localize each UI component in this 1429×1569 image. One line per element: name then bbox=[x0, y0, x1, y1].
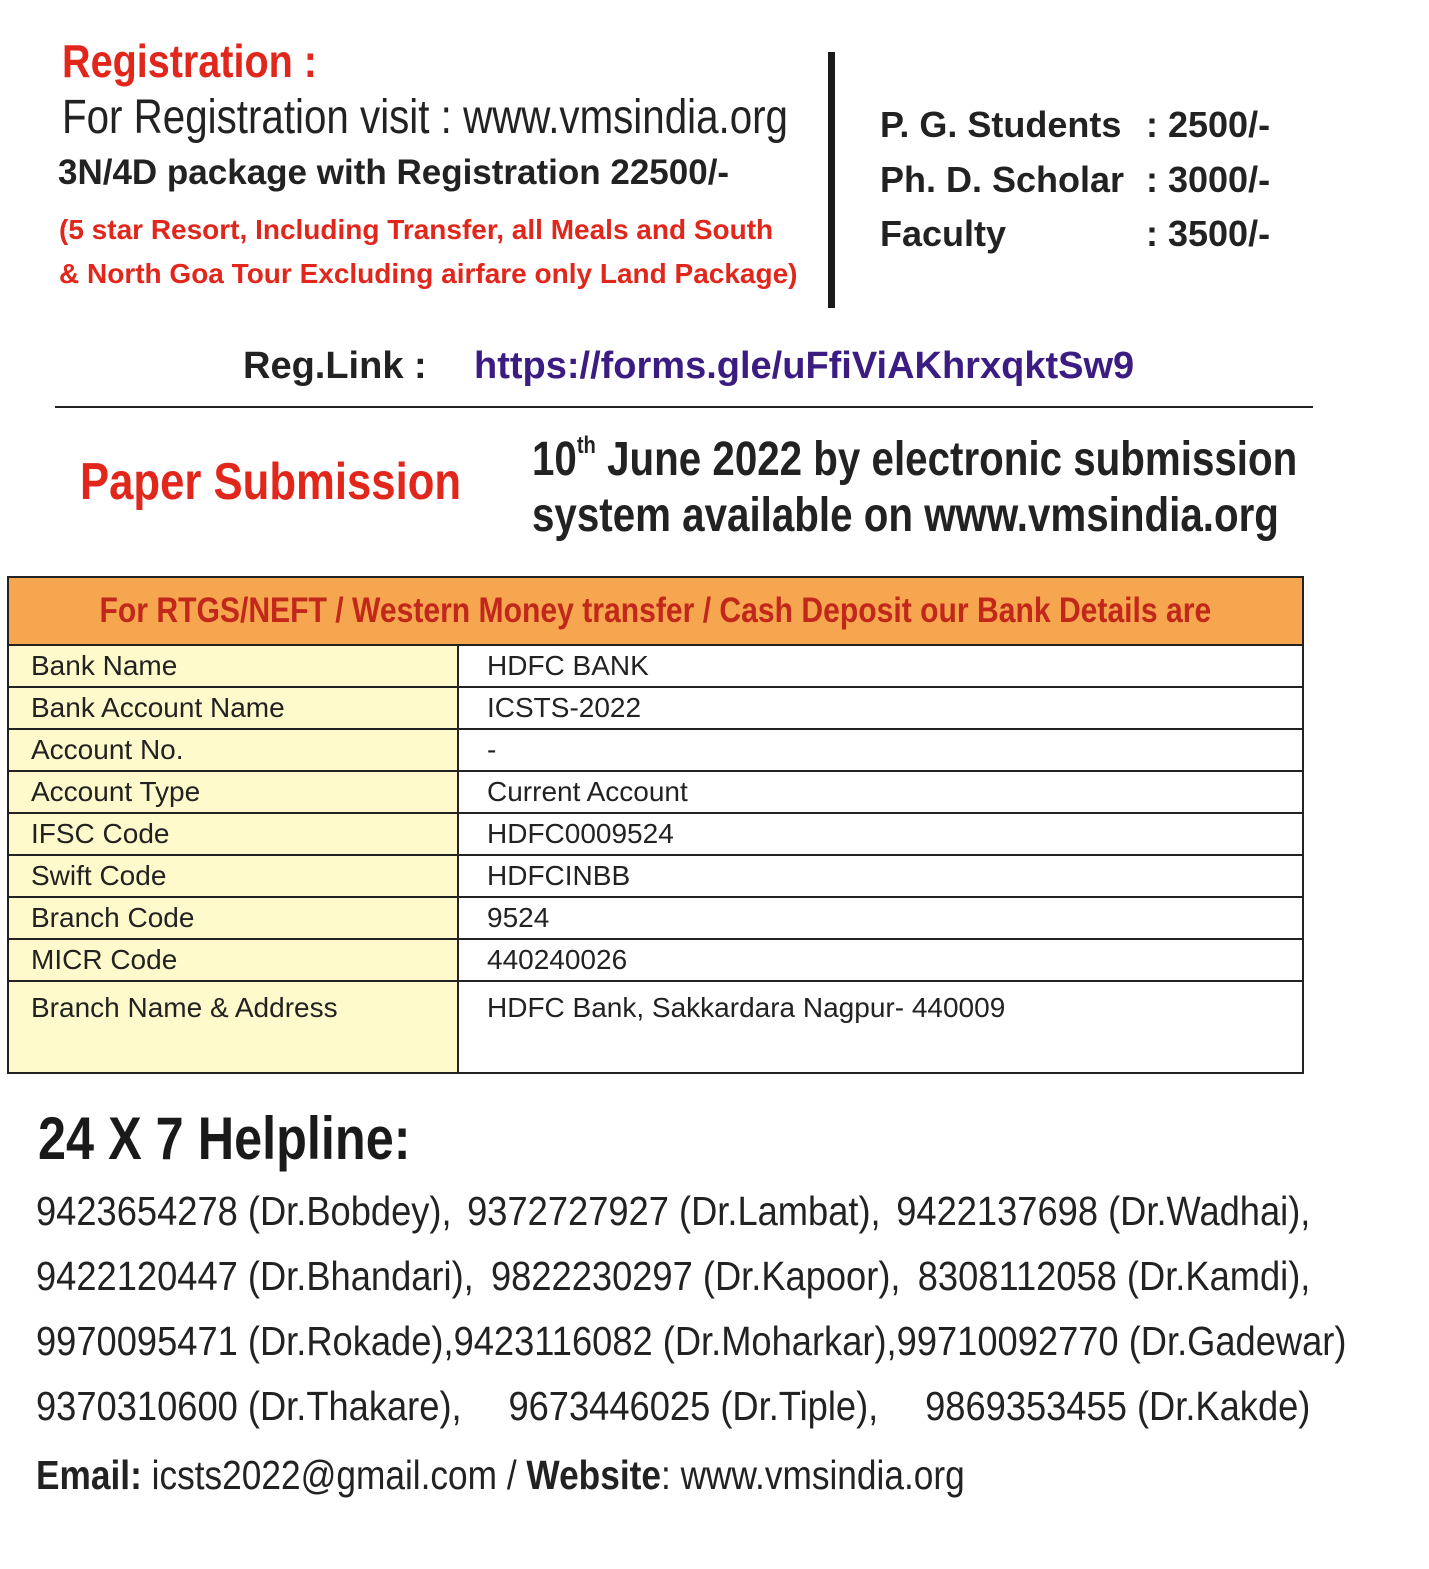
helpline-entry: 99710092770 (Dr.Gadewar) bbox=[896, 1318, 1347, 1364]
bank-key: IFSC Code bbox=[8, 813, 458, 855]
helpline-line bbox=[36, 1253, 1310, 1300]
bank-key: Bank Account Name bbox=[8, 687, 458, 729]
paper-submission-line-2: system available on www.vmsindia.org bbox=[532, 489, 1279, 542]
registration-title: Registration : bbox=[62, 35, 317, 87]
table-row bbox=[8, 813, 1303, 855]
contact-line bbox=[36, 1452, 965, 1499]
table-row bbox=[8, 855, 1303, 897]
bank-details-table bbox=[7, 576, 1304, 1074]
date-rest: June 2022 by electronic submission bbox=[595, 433, 1298, 486]
bank-value: HDFCINBB bbox=[458, 855, 1303, 897]
bank-value: - bbox=[458, 729, 1303, 771]
reg-link[interactable]: https://forms.gle/uFfiViAKhrxqktSw9 bbox=[474, 345, 1135, 387]
reg-link-label: Reg.Link : bbox=[243, 345, 427, 387]
website-label: Website bbox=[526, 1452, 661, 1498]
table-row bbox=[8, 981, 1303, 1073]
helpline-entry: 9370310600 (Dr.Thakare), bbox=[36, 1383, 462, 1429]
helpline-line bbox=[36, 1383, 1310, 1430]
package-note: (5 star Resort, Including Transfer, all Meals and South & North Goa Tour Excluding airfare only Land Package) bbox=[59, 214, 798, 289]
fee-value: : 3000/- bbox=[1146, 159, 1271, 200]
helpline-entry: 9822230297 (Dr.Kapoor), bbox=[490, 1253, 901, 1299]
helpline-entry: 9423116082 (Dr.Moharkar), bbox=[453, 1318, 897, 1364]
helpline-entry: 9422120447 (Dr.Bhandari), bbox=[36, 1253, 474, 1299]
bank-table-header bbox=[8, 577, 1303, 645]
fee-value: : 2500/- bbox=[1146, 104, 1271, 145]
fee-row-pg bbox=[880, 104, 1270, 146]
email-text[interactable]: icsts2022@gmail.com / bbox=[141, 1452, 527, 1498]
date-day: 10 bbox=[532, 433, 577, 486]
bank-value: ICSTS-2022 bbox=[458, 687, 1303, 729]
bank-value: Current Account bbox=[458, 771, 1303, 813]
table-row bbox=[8, 771, 1303, 813]
table-row bbox=[8, 939, 1303, 981]
bank-value: 440240026 bbox=[458, 939, 1303, 981]
paper-submission-line-1 bbox=[532, 432, 1297, 488]
helpline-entry: 9673446025 (Dr.Tiple), bbox=[508, 1383, 879, 1429]
bank-key: Swift Code bbox=[8, 855, 458, 897]
vertical-divider bbox=[828, 52, 835, 308]
horizontal-divider bbox=[55, 406, 1313, 408]
paper-submission-title: Paper Submission bbox=[80, 453, 462, 511]
table-row bbox=[8, 687, 1303, 729]
paper-submission-description bbox=[532, 432, 1297, 544]
package-text: 3N/4D package with Registration 22500/- bbox=[58, 153, 730, 192]
helpline-entry: 8308112058 (Dr.Kamdi), bbox=[917, 1253, 1311, 1299]
helpline-entry: 9970095471 (Dr.Rokade), bbox=[36, 1318, 454, 1364]
helpline-entry: 9422137698 (Dr.Wadhai), bbox=[896, 1188, 1311, 1234]
fee-value: : 3500/- bbox=[1146, 213, 1271, 254]
bank-key: Account No. bbox=[8, 729, 458, 771]
helpline-entry: 9869353455 (Dr.Kakde) bbox=[925, 1383, 1311, 1429]
bank-key: Bank Name bbox=[8, 645, 458, 687]
email-label: Email: bbox=[36, 1452, 142, 1498]
registration-visit-text: For Registration visit : www.vmsindia.org bbox=[62, 91, 788, 144]
fee-row-phd bbox=[880, 159, 1270, 201]
fee-label: Faculty bbox=[880, 213, 1007, 254]
bank-value: 9524 bbox=[458, 897, 1303, 939]
fee-row-faculty bbox=[880, 213, 1270, 255]
helpline-line bbox=[36, 1188, 1310, 1235]
bank-value: HDFC0009524 bbox=[458, 813, 1303, 855]
bank-table-header-row bbox=[8, 577, 1303, 645]
date-suffix: th bbox=[576, 432, 596, 459]
website-text[interactable]: : www.vmsindia.org bbox=[660, 1452, 965, 1498]
table-row bbox=[8, 645, 1303, 687]
bank-table-header-text: For RTGS/NEFT / Western Money transfer / Cash Deposit our Bank Details are bbox=[99, 591, 1212, 630]
helpline-entry: 9372727927 (Dr.Lambat), bbox=[467, 1188, 881, 1234]
helpline-entry: 9423654278 (Dr.Bobdey), bbox=[36, 1188, 452, 1234]
bank-key: Branch Code bbox=[8, 897, 458, 939]
bank-value: HDFC Bank, Sakkardara Nagpur- 440009 bbox=[458, 981, 1303, 1073]
bank-value: HDFC BANK bbox=[458, 645, 1303, 687]
fee-label: P. G. Students bbox=[880, 104, 1122, 145]
helpline-title: 24 X 7 Helpline: bbox=[38, 1105, 411, 1172]
table-row bbox=[8, 897, 1303, 939]
bank-key: MICR Code bbox=[8, 939, 458, 981]
fee-label: Ph. D. Scholar bbox=[880, 159, 1125, 200]
bank-key: Account Type bbox=[8, 771, 458, 813]
table-row bbox=[8, 729, 1303, 771]
bank-key: Branch Name & Address bbox=[8, 981, 458, 1073]
helpline-line bbox=[36, 1318, 1347, 1365]
